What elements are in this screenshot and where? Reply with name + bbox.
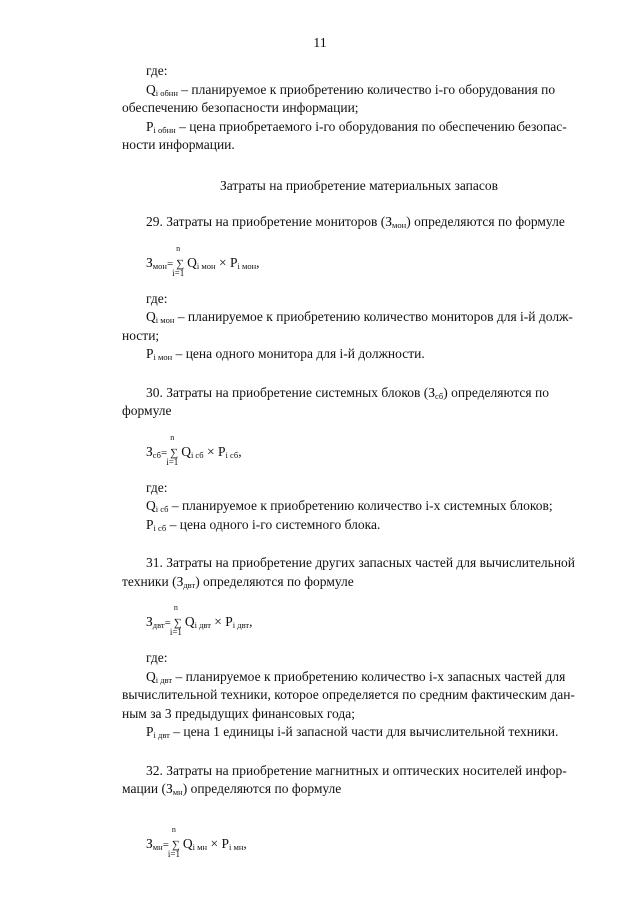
item-30-heading: 30. Затраты на приобретение системных блоков $(З_{сб})$ определяются по	[146, 384, 549, 401]
item-31-heading-cont: техники $(З_{двт})$ определяются по формуле	[122, 573, 354, 590]
item-32-heading-cont: мации $(З_{мн})$ определяются по формуле	[122, 781, 342, 797]
definition-q-obnn-cont: обеспечению безопасности информации;	[122, 100, 359, 115]
definition-q-mon: $Q_{i мон}$ – планируемое к приобретению количество мониторов для i-й долж-	[146, 309, 573, 325]
definition-q-mon-cont: ности;	[122, 327, 160, 343]
definition-q-obnn: $Q_{i обнн}$ – планируемое к приобретению количество i-го оборудования по	[146, 81, 556, 98]
item-31-heading: 31. Затраты на приобретение других запасных частей для вычислительной	[146, 555, 576, 570]
definition-p-mon: $P_{i мон}$ – цена одного монитора для i-й должности.	[146, 346, 425, 362]
where-label: где:	[146, 479, 168, 495]
definition-p-sb: $P_{i сб}$ – цена одного i-го системного блока.	[146, 516, 381, 533]
definition-p-obnn: $P_{i обнн}$ – цена приобретаемого i-го оборудования по обеспечению безопас-	[146, 118, 567, 135]
formula-spare-parts: $З_{двт}=$ n ∑ i=1 $Q_{i двт} \times P_{i двт}$,	[146, 603, 253, 637]
definition-q-dvt-cont2: ным за 3 предыдущих финансовых года;	[122, 705, 356, 721]
sum-sign: n ∑ i=1	[166, 432, 179, 467]
definition-p-obnn-cont: ности информации.	[122, 137, 235, 152]
page-number: 11	[313, 36, 327, 51]
item-30-heading-cont: формуле	[122, 403, 172, 418]
definition-p-dvt: $P_{i двт}$ – цена 1 единицы i-й запасной части для вычислительной техники.	[146, 724, 559, 740]
definition-q-dvt-cont: вычислительной техники, которое определяется по средним фактическим дан-	[122, 687, 575, 702]
formula-system-blocks: $З_{сб}=$ n ∑ i=1 $Q_{i сб} \times P_{i сб}$,	[146, 432, 242, 467]
sum-sign: n ∑ i=1	[172, 243, 185, 278]
formula-media: $З_{мн}=$ n ∑ i=1 $Q_{i мн} \times P_{i мн}$,	[146, 824, 247, 859]
item-29-heading: 29. Затраты на приобретение мониторов $(З_{мон})$ определяются по формуле	[146, 214, 565, 230]
formula-monitors: $З_{мон}=$ n ∑ i=1 $Q_{i мон} \times P_{i мон}$,	[146, 243, 260, 278]
sum-sign: n ∑ i=1	[169, 603, 182, 637]
section-title: Затраты на приобретение материальных запасов	[220, 177, 498, 193]
where-label: где:	[146, 650, 168, 665]
where-label: где:	[146, 290, 168, 306]
where-label: где:	[146, 63, 168, 78]
sum-sign: n ∑ i=1	[167, 824, 180, 859]
definition-q-sb: $Q_{i сб}$ – планируемое к приобретению количество i-х системных блоков;	[146, 498, 553, 514]
definition-q-dvt: $Q_{i двт}$ – планируемое к приобретению количество i-х запасных частей для	[146, 668, 566, 685]
page-body	[122, 62, 596, 865]
item-32-heading: 32. Затраты на приобретение магнитных и оптических носителей инфор-	[146, 762, 567, 778]
